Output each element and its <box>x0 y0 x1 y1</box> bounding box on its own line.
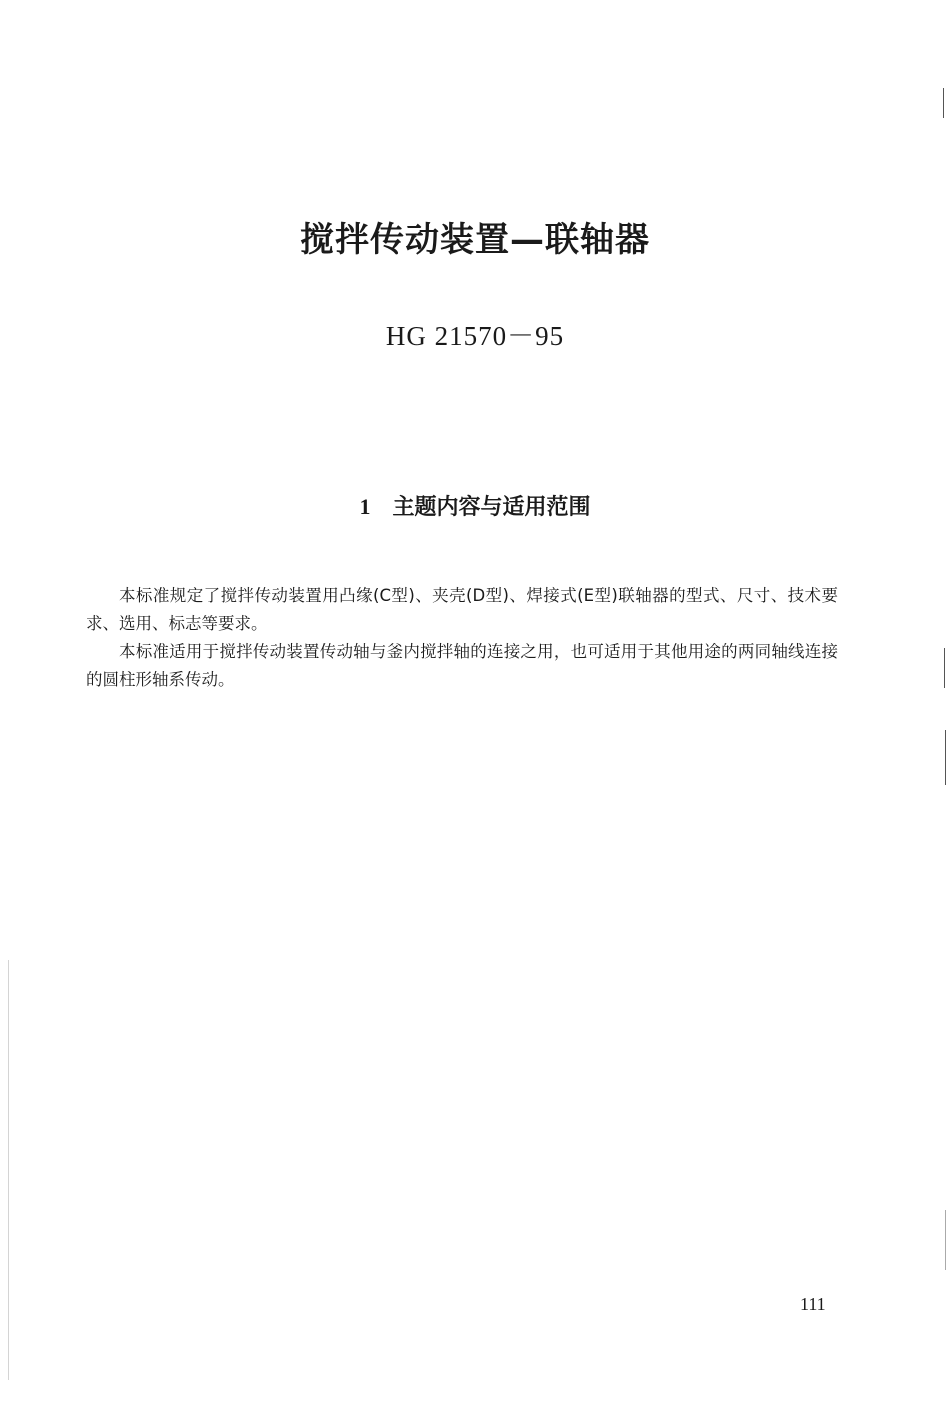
section-number: 1 <box>359 494 371 519</box>
scan-edge-mark <box>8 960 9 1380</box>
paragraph-application: 本标准适用于搅拌传动装置传动轴与釜内搅拌轴的连接之用，也可适用于其他用途的两同轴线连接的圆柱形轴系传动。 <box>86 642 838 689</box>
document-title: 搅拌传动装置—联轴器 <box>300 220 650 260</box>
paragraph-scope: 本标准规定了搅拌传动装置用凸缘(C型)、夹壳(D型)、焊接式(E型)联轴器的型式、尺寸、技术要求、选用、标志等要求。 <box>86 586 838 633</box>
section-title: 主题内容与适用范围 <box>392 495 591 520</box>
standard-number: HG 21570－95 <box>385 321 565 351</box>
scan-edge-mark <box>943 88 944 118</box>
scan-edge-mark <box>945 730 946 785</box>
section-heading <box>0 490 950 521</box>
scan-edge-mark <box>945 1210 946 1270</box>
scan-edge-mark <box>944 648 945 688</box>
body-text <box>86 582 838 694</box>
page-number: 111 <box>800 1294 826 1314</box>
